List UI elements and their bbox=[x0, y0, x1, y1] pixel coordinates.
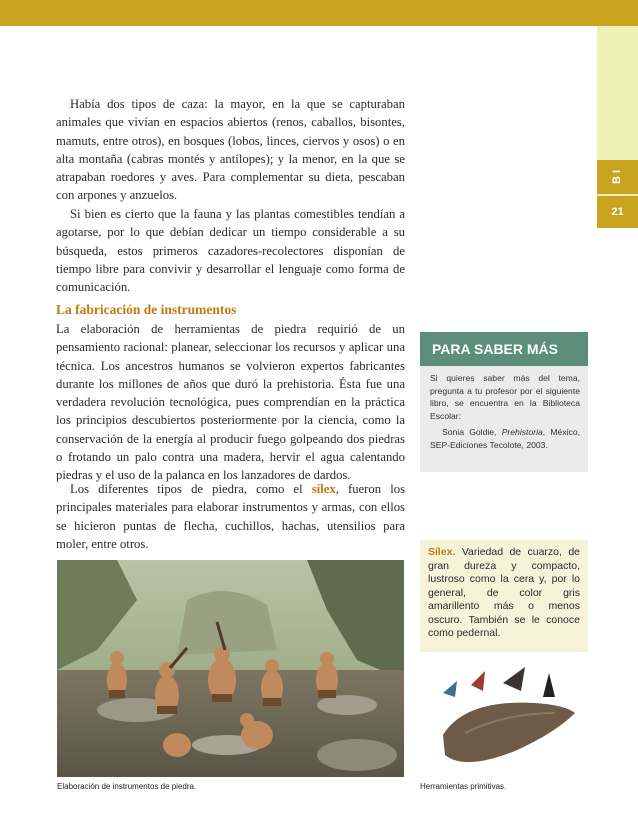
stone-toolmaking-illustration bbox=[57, 560, 404, 777]
paragraph-materials bbox=[56, 480, 405, 553]
illustration-caption: Elaboración de instrumentos de piedra. bbox=[57, 782, 197, 791]
paragraph-tools: La elaboración de herramientas de piedra requirió de un pensamiento racional: planear, seleccionar los recursos y aplicar una técnica. Los ancestros humanos se volvieron expertos fabricantes durante los millones de años que duró la prehistoria. Ésta fue una verdadera revolución tecnológica, pues comprendían en la práctica los principios descubiertos posteriormente por la ciencia, como la conservación de la energía al producir fuego golpeando dos piedras o frotando un palo contra una madera, hervir el agua calentando piedras y el uso de la palanca en los lanzadores de dardos. bbox=[56, 322, 405, 483]
arrowhead-red bbox=[471, 671, 485, 691]
book-reference bbox=[430, 426, 580, 451]
glossary-term: Sílex. bbox=[428, 546, 456, 558]
learn-more-text: Si quieres saber más del tema, pregunta a tu profesor por el siguiente libro, se encuentra en la Biblioteca Escolar: bbox=[430, 373, 580, 421]
arrowhead-black bbox=[503, 667, 525, 691]
block-label: B I bbox=[611, 169, 624, 185]
p4-end: , fueron los principales materiales para elaborar instrumentos y armas, con ellos se hicieron puntas de flecha, cuchillos, hachas, utensilios para moler, entre otros. bbox=[56, 482, 406, 551]
p4-start: Los diferentes tipos de piedra, como el bbox=[70, 482, 312, 496]
flint-blade bbox=[443, 703, 575, 763]
ref-publisher: , México, SEP-Ediciones Tecolote, 2003. bbox=[430, 427, 580, 450]
top-bar bbox=[0, 0, 638, 26]
silex-term[interactable]: sílex bbox=[311, 482, 336, 496]
tools-caption: Herramientas primitivas. bbox=[420, 782, 507, 791]
block-tab bbox=[597, 160, 638, 194]
arrowhead-blue bbox=[443, 681, 457, 697]
paragraph-hunting: Había dos tipos de caza: la mayor, en la que se capturaban animales que vivían en espacios abiertos (renos, caballos, bisontes, mamuts, entre otros), en bosques (lobos, linces, ciervos y osos) o en alta montaña (cabras montés y antílopes); y la menor, en la que se atrapaban roedores y aves. Para complementar su dieta, pescaban con arpones y anzuelos. bbox=[56, 97, 405, 203]
primitive-tools-image bbox=[425, 663, 590, 781]
page-number: 21 bbox=[597, 196, 638, 228]
learn-more-box bbox=[420, 332, 588, 472]
ref-title: Prehistoria bbox=[501, 427, 543, 437]
ref-author: Sonia Goldie, bbox=[442, 427, 502, 437]
glossary-box bbox=[420, 540, 588, 652]
paragraph-leisure: Si bien es cierto que la fauna y las plantas comestibles tendían a agotarse, por lo que debían dedicar un tiempo considerable a su búsqueda, estos primeros cazadores-recolectores disponían de tiempo libre para convivir y desarrollar el lenguaje como forma de comunicación. bbox=[56, 207, 405, 295]
section-title: La fabricación de instrumentos bbox=[56, 302, 237, 317]
learn-more-title: PARA SABER MÁS bbox=[420, 332, 588, 366]
learn-more-body bbox=[420, 366, 588, 451]
glossary-definition: Variedad de cuarzo, de gran dureza y compacto, lustroso como la cera y, por lo general, de color gris amarillento más o menos oscuro. También se le conoce como pedernal. bbox=[428, 546, 580, 639]
arrowhead-dark bbox=[543, 673, 555, 697]
